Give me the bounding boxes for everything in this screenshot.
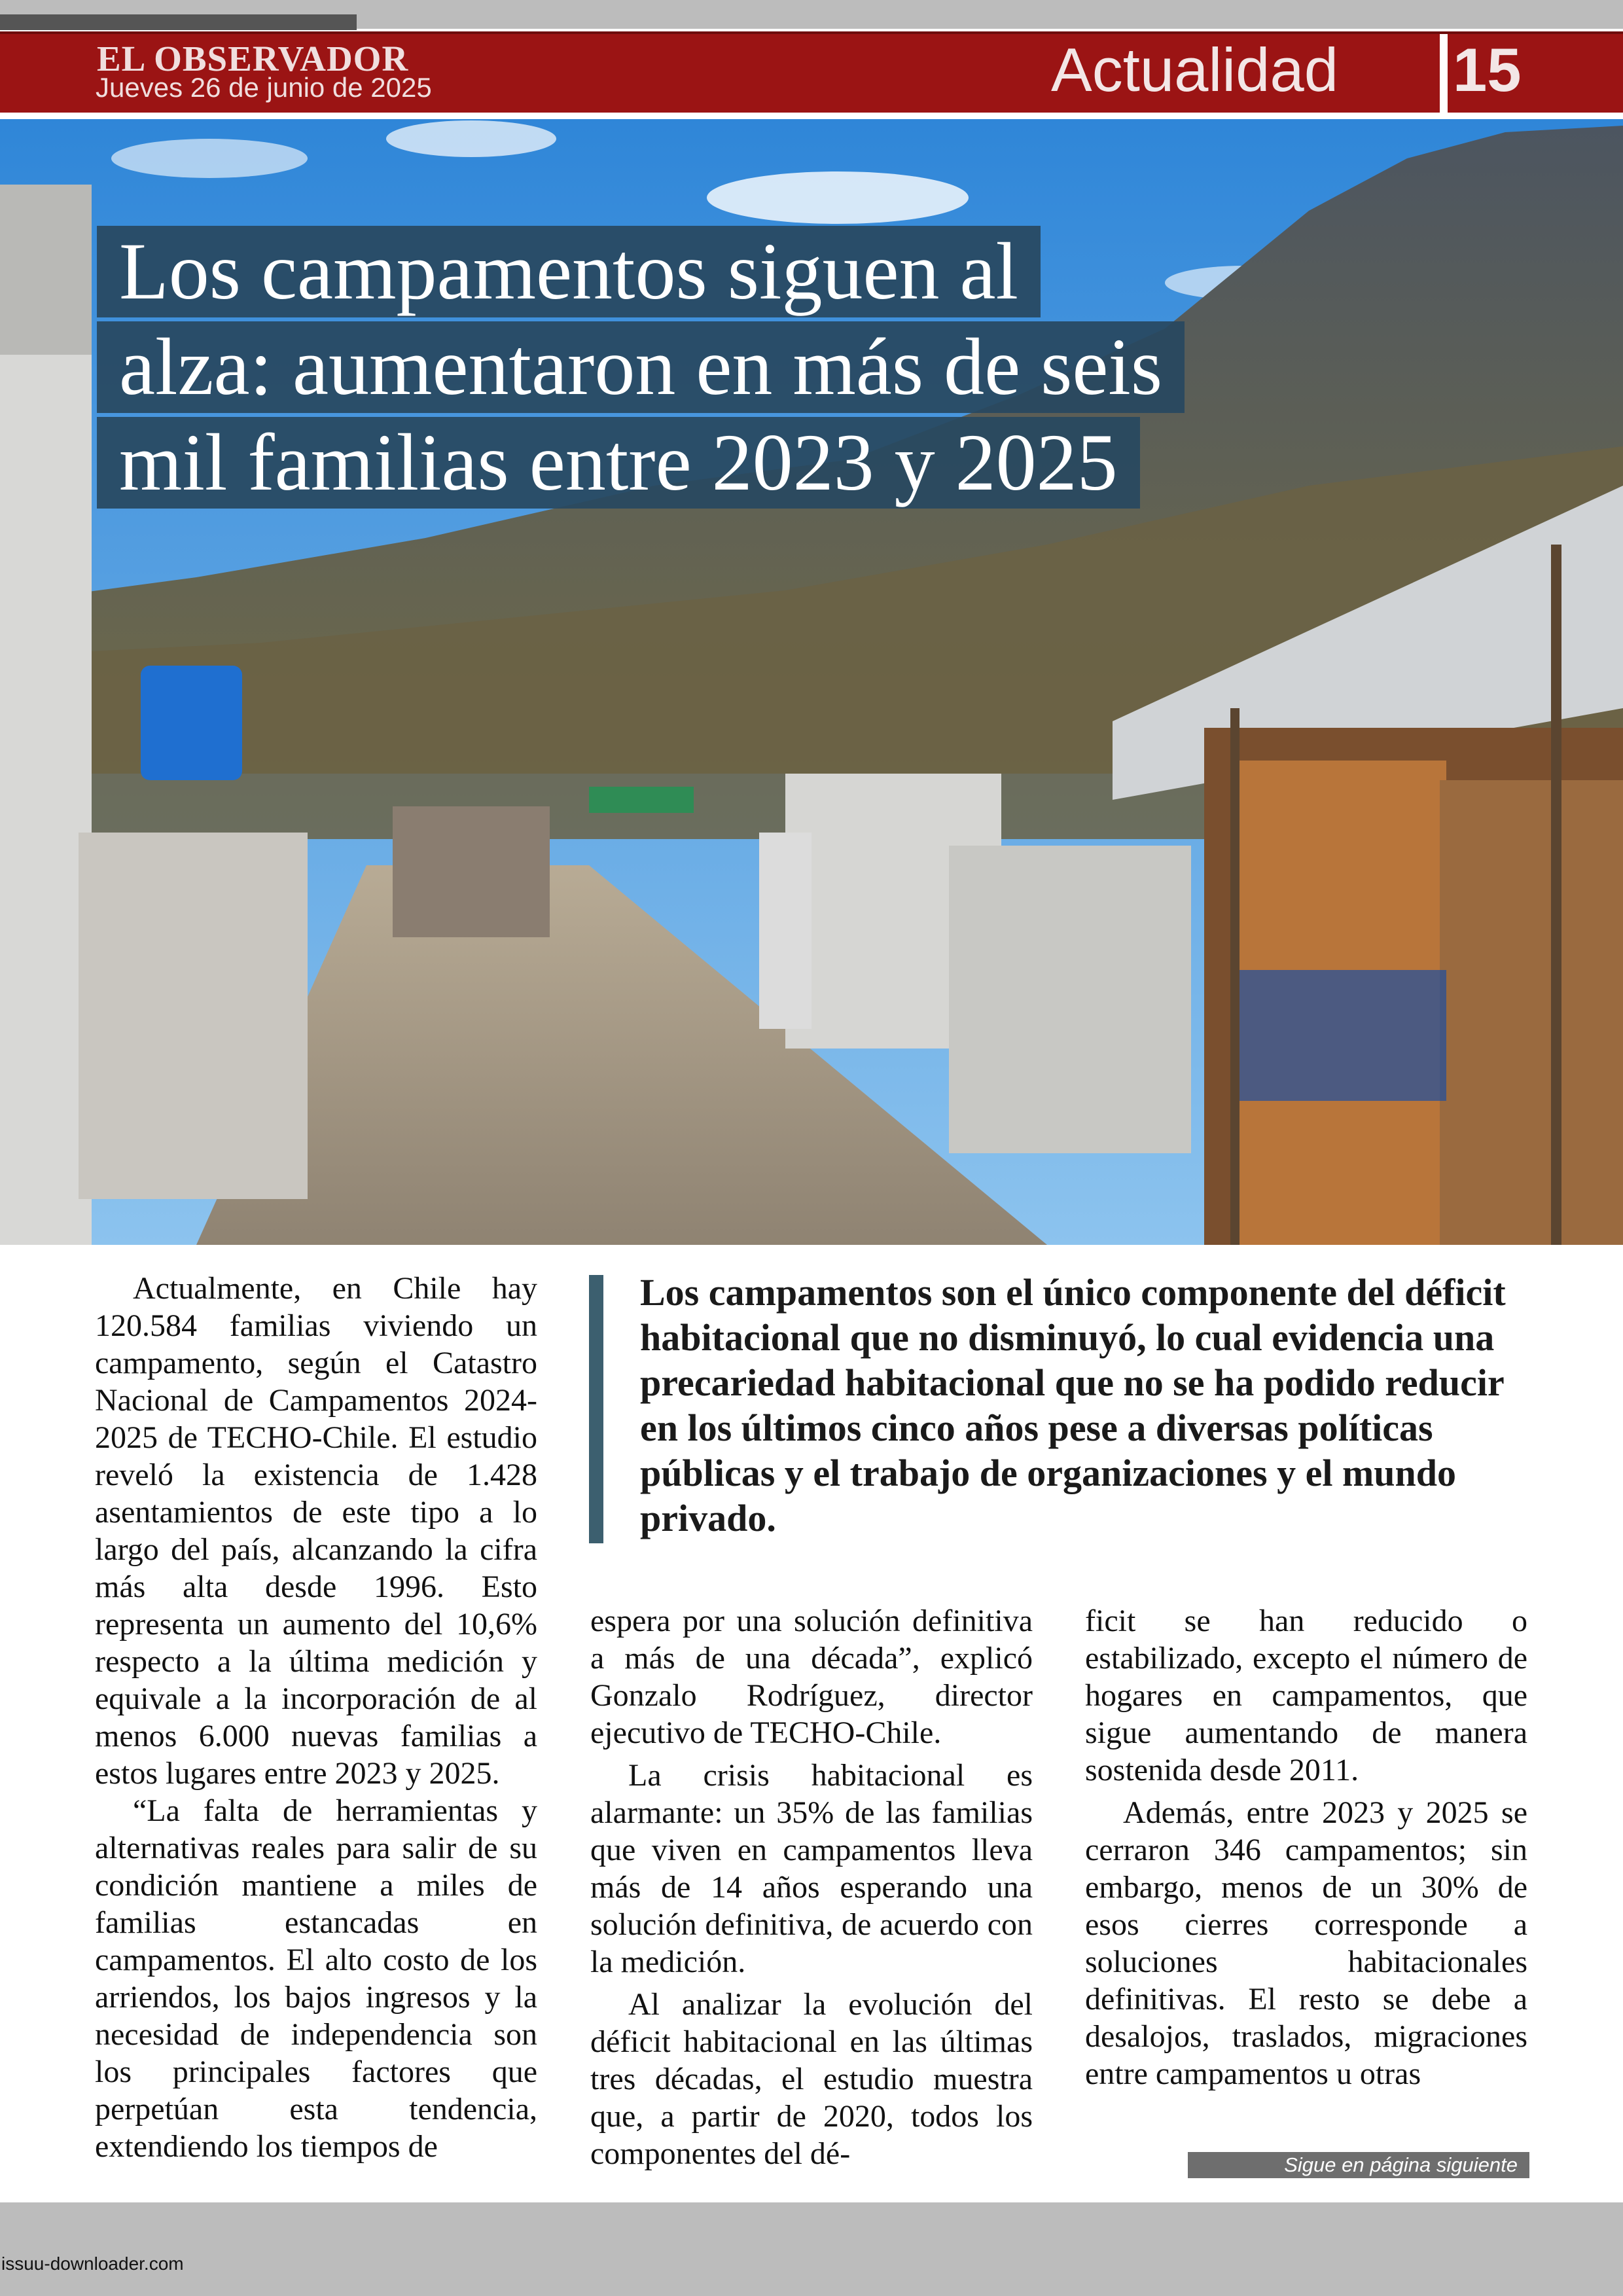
pull-quote: Los campamentos son el único componente del déficit habitacional que no disminuyó, lo cual evidencia una precariedad habitacional que no se ha podido reducir en los últimos cinco años pese a diversas políticas públicas y el trabajo de organizaciones y el mundo privado. bbox=[640, 1271, 1506, 1539]
body-paragraph: “La falta de herramientas y alternativas reales para salir de su condición mantiene a miles de familias estancadas en campamentos. El alto costo de los arriendos, los bajos ingresos y la necesidad de independencia son los principales factores que perpetúan esta tendencia, extendiendo los tiempos de bbox=[95, 1793, 537, 2164]
headline-line: alza: aumentaron en más de seis bbox=[97, 321, 1185, 413]
continue-next-page-label: Sigue en página siguiente bbox=[1188, 2152, 1529, 2178]
headline-line: mil familias entre 2023 y 2025 bbox=[97, 417, 1140, 509]
body-paragraph: Además, entre 2023 y 2025 se cerraron 346 campamentos; sin embargo, menos de un 30% de esos cierres corresponde a soluciones habitacionales definitivas. El resto se debe a desalojos, traslados, migraciones entre campamentos u otras bbox=[1085, 1795, 1527, 2091]
body-paragraph: Al analizar la evolución del déficit habitacional en las últimas tres décadas, el estudio muestra que, a partir de 2020, todos los componentes del dé- bbox=[590, 1987, 1033, 2171]
section-title: Actualidad bbox=[1051, 35, 1338, 104]
headline-line: Los campamentos siguen al bbox=[97, 226, 1041, 317]
body-paragraph: Actualmente, en Chile hay 120.584 familias viviendo un campamento, según el Catastro Nacional de Campamentos 2024-2025 de TECHO-Chile. El estudio reveló la existencia de 1.428 asentamientos de este tipo a lo largo del país, alcanzando la cifra más alta desde 1996. Esto representa un aumento del 10,6% respecto a la última medición y equivale a la incorporación de al menos 6.000 nuevas familias a estos lugares entre 2023 y 2025. bbox=[95, 1271, 537, 1791]
header-separator bbox=[1440, 34, 1448, 115]
body-paragraph-continued: ficit se han reducido o estabilizado, excepto el número de hogares en campamentos, que sigue aumentando de manera sostenida desde 2011. bbox=[1085, 1604, 1527, 1787]
body-paragraph-continued: espera por una solución definitiva a más de una década”, explicó Gonzalo Rodríguez, director ejecutivo de TECHO-Chile. bbox=[590, 1604, 1033, 1750]
footer-source-text: issuu-downloader.com bbox=[1, 2253, 184, 2274]
page-footer-bar bbox=[0, 2202, 1623, 2296]
pull-quote-bar bbox=[589, 1275, 603, 1543]
body-paragraph: La crisis habitacional es alarmante: un 35% de las familias que viven en campamentos lleva más de 14 años esperando una solución definitiva, de acuerdo con la medición. bbox=[590, 1758, 1033, 1979]
headline bbox=[97, 226, 1185, 512]
page-number: 15 bbox=[1453, 35, 1522, 104]
article-column-2 bbox=[590, 1602, 1033, 2178]
article-column-1 bbox=[95, 1270, 537, 2165]
top-dark-strip bbox=[0, 14, 357, 30]
article-column-3 bbox=[1085, 1602, 1527, 2098]
issue-date: Jueves 26 de junio de 2025 bbox=[96, 72, 432, 103]
newspaper-name: EL OBSERVADOR bbox=[97, 39, 409, 79]
